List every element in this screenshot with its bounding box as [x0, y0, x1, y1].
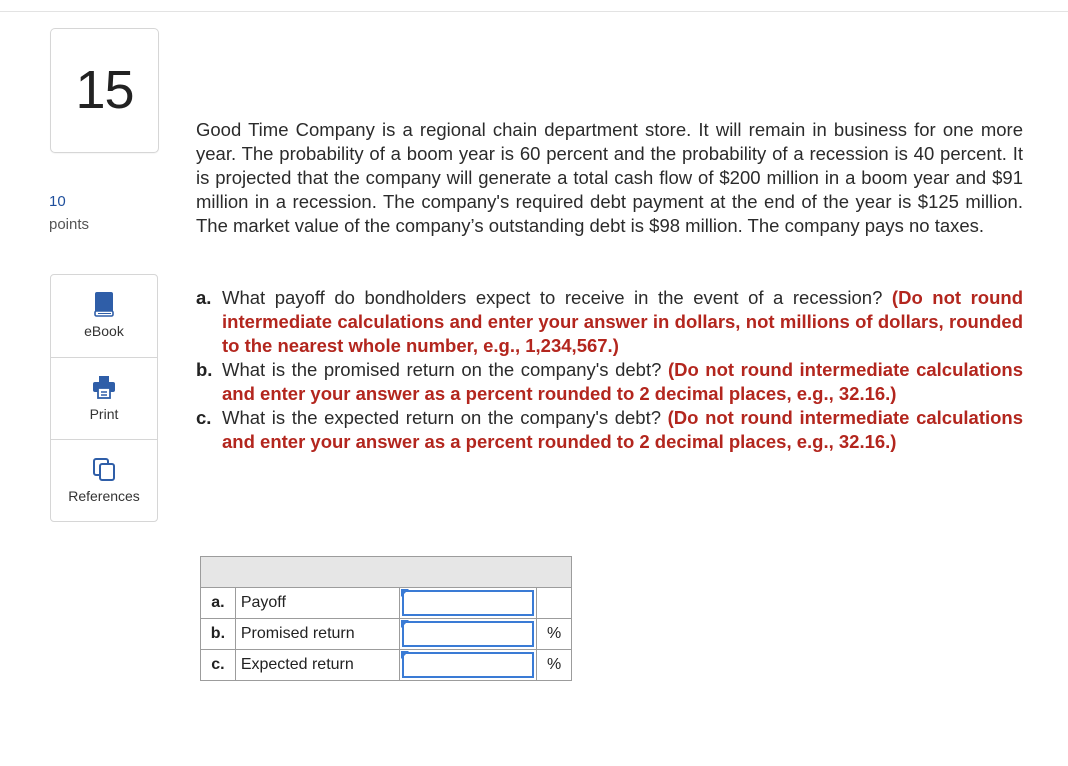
part-letter: a.	[196, 287, 212, 308]
table-row	[201, 619, 572, 650]
question-part-a	[196, 286, 1023, 358]
print-label: Print	[89, 406, 119, 422]
row-unit: %	[537, 650, 572, 681]
expected-return-input[interactable]	[402, 652, 534, 678]
question-number: 15	[75, 60, 134, 120]
question-part-b	[196, 358, 1023, 406]
question-number-box	[50, 28, 159, 153]
promised-return-input[interactable]	[402, 621, 534, 647]
part-instruction: (Do not round intermediate calculations and enter your answer in dollars, not millions of dollars, rounded to the nearest whole number, e.g., 1,234,567.)	[222, 287, 1024, 356]
tools-panel	[50, 274, 158, 522]
printer-icon	[91, 374, 117, 400]
row-unit: %	[537, 619, 572, 650]
question-stem: Good Time Company is a regional chain department store. It will remain in business for one more year. The probability of a boom year is 60 percent and the probability of a recession is 40 percent. It is projected that the company will generate a total cash flow of $200 million in a boom year and $91 million in a recession. The company's required debt payment at the end of the year is $125 million. The market value of the company’s outstanding debt is $98 million. The company pays no taxes.	[196, 119, 1023, 236]
print-button[interactable]	[51, 357, 157, 439]
input-flag-icon	[401, 589, 409, 597]
row-label: Payoff	[235, 588, 399, 619]
table-row	[201, 588, 572, 619]
part-letter: b.	[196, 359, 213, 380]
row-letter: b.	[201, 619, 236, 650]
points-value: 10	[49, 193, 66, 210]
ebook-button[interactable]	[51, 275, 157, 357]
row-letter: a.	[201, 588, 236, 619]
part-instruction: (Do not round intermediate calculations and enter your answer as a percent rounded to 2 decimal places, e.g., 32.16.)	[222, 359, 1024, 404]
references-label: References	[68, 488, 140, 504]
row-unit	[537, 588, 572, 619]
input-flag-icon	[401, 651, 409, 659]
payoff-input[interactable]	[402, 590, 534, 616]
question-parts	[196, 286, 1023, 454]
part-text: What is the promised return on the company's debt?	[222, 359, 662, 380]
points-label: points	[49, 216, 90, 233]
copy-icon	[91, 456, 117, 482]
table-row	[201, 650, 572, 681]
ebook-label: eBook	[84, 323, 124, 339]
row-label: Promised return	[235, 619, 399, 650]
row-letter: c.	[201, 650, 236, 681]
references-button[interactable]	[51, 439, 157, 521]
top-divider	[0, 11, 1068, 12]
answer-table	[200, 556, 572, 681]
book-icon	[91, 291, 117, 317]
row-label: Expected return	[235, 650, 399, 681]
part-text: What payoff do bondholders expect to receive in the event of a recession?	[222, 287, 883, 308]
part-letter: c.	[196, 407, 212, 428]
question-part-c	[196, 406, 1023, 454]
table-header-cell	[201, 557, 572, 588]
part-instruction: (Do not round intermediate calculations and enter your answer as a percent rounded to 2 decimal places, e.g., 32.16.)	[222, 407, 1024, 452]
table-header-row	[201, 557, 572, 588]
part-text: What is the expected return on the company's debt?	[222, 407, 662, 428]
input-flag-icon	[401, 620, 409, 628]
